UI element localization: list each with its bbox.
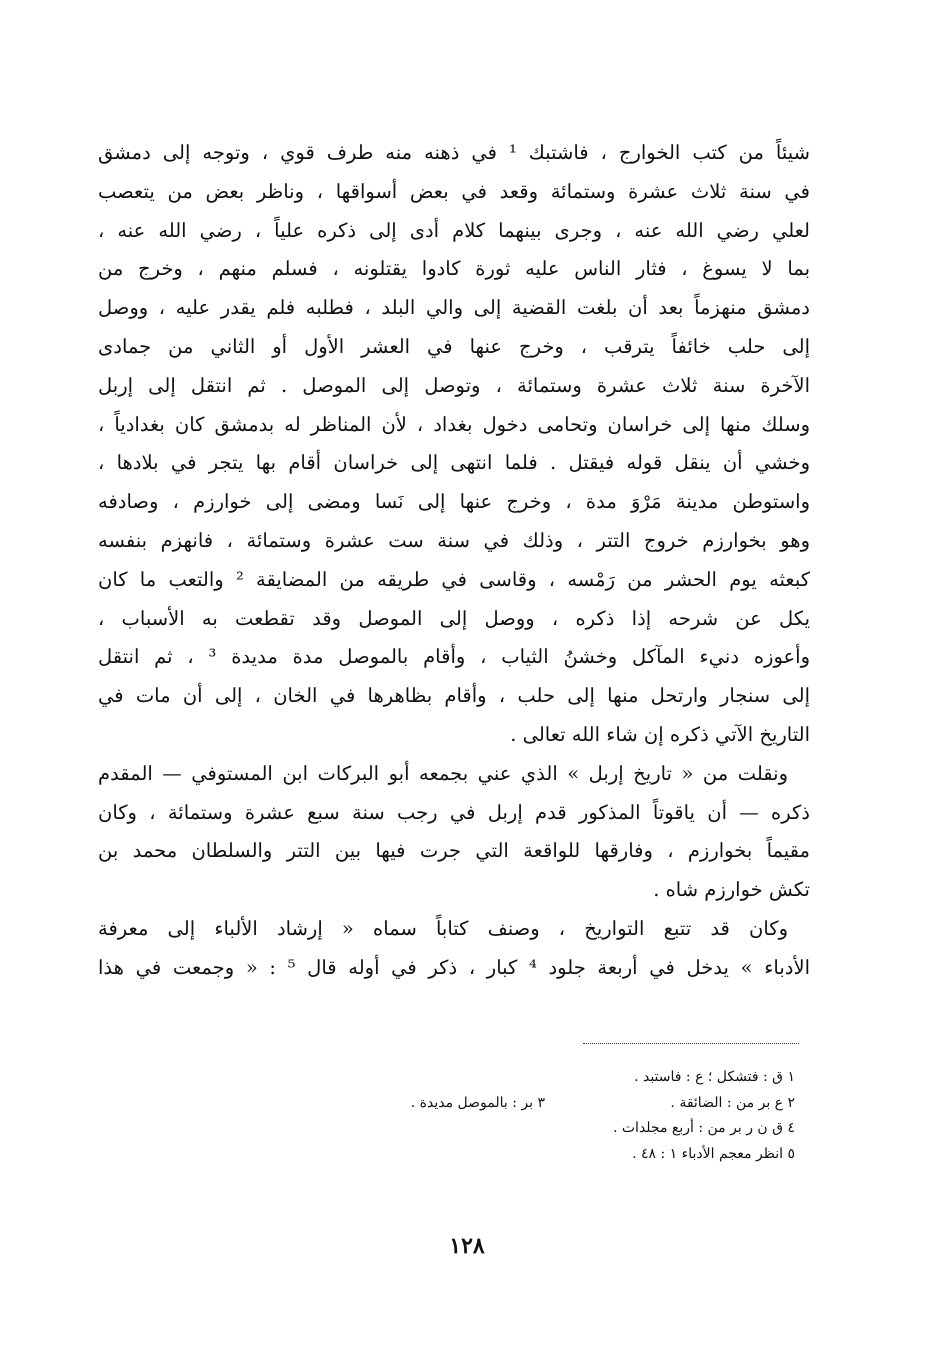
text-line: في سنة ثلاث عشرة وستمائة وقعد في بعض أسواقها ، وناظر بعض من يتعصب bbox=[98, 179, 810, 203]
footnote-text: ١ ق : فتشكل ؛ ع : فاستبد . bbox=[634, 1069, 795, 1085]
text-line: الأدباء » يدخل في أربعة جلود ⁴ كبار ، ذكر في أوله قال ⁵ : « وجمعت في هذا bbox=[98, 955, 810, 979]
footnote-separator bbox=[583, 1043, 799, 1044]
footnote-row bbox=[300, 1065, 795, 1091]
text-line: الآخرة سنة ثلاث عشرة وستمائة ، وتوصل إلى الموصل . ثم انتقل إلى إربل bbox=[98, 373, 810, 397]
text-line: لعلي رضي الله عنه ، وجرى بينهما كلام أدى إلى ذكره علياً ، رضي الله عنه ، bbox=[98, 218, 810, 242]
footnote-text bbox=[300, 1065, 545, 1091]
footnote-row bbox=[300, 1091, 795, 1117]
text-line: إلى حلب خائفاً يترقب ، وخرج عنها في العشر الأول أو الثاني من جمادى bbox=[98, 334, 810, 358]
text-line: دمشق منهزماً بعد أن بلغت القضية إلى والي البلد ، فطلبه فلم يقدر عليه ، ووصل bbox=[98, 296, 810, 320]
text-line: كبعثه يوم الحشر من رَمْسه ، وقاسى في طريقه من المضايقة ² والتعب ما كان bbox=[98, 567, 810, 591]
footnote-row bbox=[300, 1142, 795, 1168]
text-line: شيئاً من كتب الخوارج ، فاشتبك ¹ في ذهنه منه طرف قوي ، وتوجه إلى دمشق bbox=[98, 141, 810, 164]
text-line: بما لا يسوغ ، فثار الناس عليه ثورة كادوا يقتلونه ، فسلم منهم ، وخرج من bbox=[98, 257, 810, 281]
text-line: ونقلت من « تاريخ إربل » الذي عني بجمعه أبو البركات ابن المستوفي — المقدم bbox=[98, 761, 788, 785]
text-line: وكان قد تتبع التواريخ ، وصنف كتاباً سماه « إرشاد الألباء إلى معرفة bbox=[98, 916, 788, 940]
footnote-text: ٢ ع بر من : الضائقة . bbox=[670, 1094, 795, 1111]
footnote-text bbox=[300, 1142, 545, 1168]
text-line: ذكره — أن ياقوتاً المذكور قدم إربل في رجب سنة سبع عشرة وستمائة ، وكان bbox=[98, 800, 810, 824]
text-line: مقيماً بخوارزم ، وفارقها للواقعة التي جرت فيها بين التتر والسلطان محمد بن bbox=[98, 839, 810, 863]
footnote-text: ٥ انظر معجم الأدباء ١ : ٤٨ . bbox=[632, 1145, 795, 1162]
text-line: واستوطن مدينة مَرْوَ مدة ، وخرج عنها إلى نَسا ومضى إلى خوارزم ، وصادفه bbox=[98, 490, 810, 514]
footnote-text bbox=[300, 1116, 545, 1142]
page-number: ١٢٨ bbox=[449, 1233, 485, 1259]
footnote-row bbox=[300, 1116, 795, 1142]
footnotes bbox=[300, 1065, 795, 1167]
text-line: يكل عن شرحه إذا ذكره ، ووصل إلى الموصل وقد تقطعت به الأسباب ، bbox=[98, 606, 810, 630]
text-line: تكش خوارزم شاه . bbox=[653, 878, 810, 902]
body-text bbox=[98, 134, 810, 988]
text-line: وهو بخوارزم خروج التتر ، وذلك في سنة ست عشرة وستمائة ، فانهزم بنفسه bbox=[98, 528, 810, 552]
footnote-text: ٣ بر : بالموصل مديدة . bbox=[410, 1094, 545, 1111]
text-line: وخشي أن ينقل قوله فيقتل . فلما انتهى إلى خراسان أقام بها يتجر في بلادها ، bbox=[98, 451, 810, 475]
text-line: وأعوزه دنيء المآكل وخشنُ الثياب ، وأقام بالموصل مدة مديدة ³ ، ثم انتقل bbox=[98, 645, 810, 669]
text-line: وسلك منها إلى خراسان وتحامى دخول بغداد ، لأن المناظر له بدمشق كان بغدادياً ، bbox=[98, 412, 810, 436]
text-line: إلى سنجار وارتحل منها إلى حلب ، وأقام بظاهرها في الخان ، إلى أن مات في bbox=[98, 684, 810, 708]
text-line: التاريخ الآتي ذكره إن شاء الله تعالى . bbox=[510, 722, 810, 746]
footnote-text: ٤ ق ن ر بر من : أربع مجلدات . bbox=[612, 1120, 795, 1136]
